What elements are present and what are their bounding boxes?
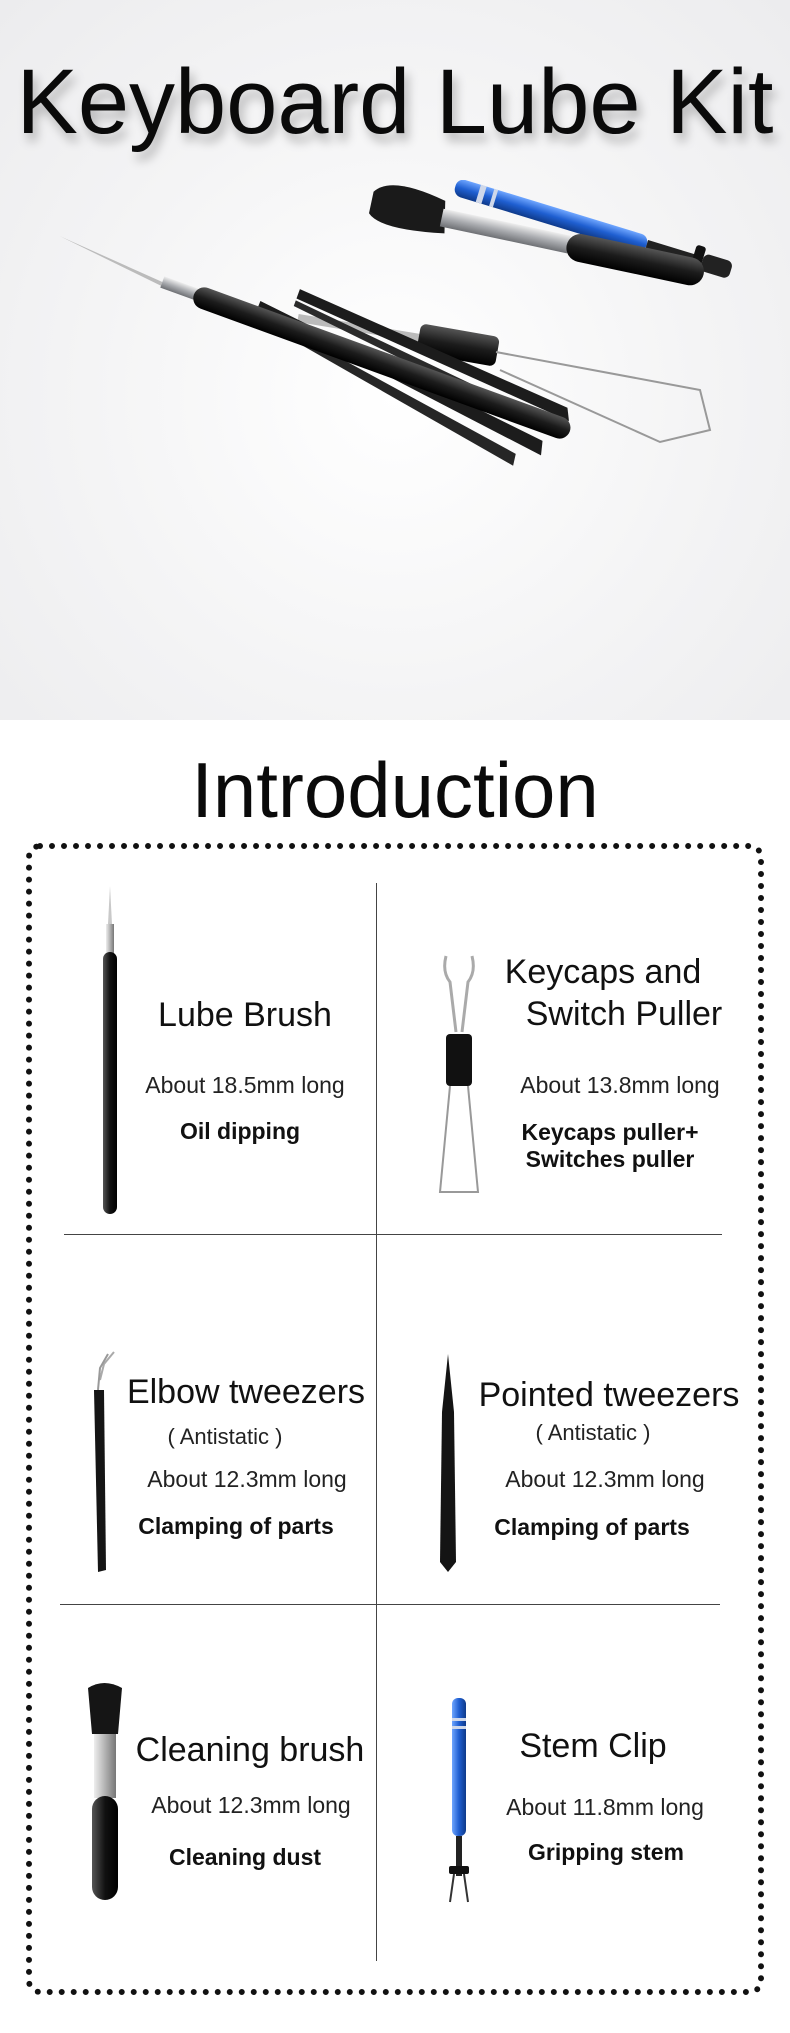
keycap-puller-icon	[434, 952, 484, 1204]
panel-divider-row1	[64, 1234, 722, 1235]
hero-title: Keyboard Lube Kit	[16, 51, 774, 153]
item-name-line2: Switch Puller	[525, 995, 723, 1033]
pointed-tweezers-icon	[430, 1352, 466, 1574]
item-name: Stem Clip	[519, 1727, 667, 1765]
panel-divider-vertical	[376, 883, 377, 1961]
item-name: Pointed tweezers	[478, 1376, 740, 1414]
item-use-line1: Keycaps puller+	[521, 1119, 699, 1145]
item-use-line2: Switches puller	[525, 1146, 695, 1172]
item-name-line1: Keycaps and	[504, 953, 702, 991]
item-length: About 18.5mm long	[145, 1072, 345, 1098]
item-use: Oil dipping	[179, 1118, 301, 1144]
cleaning-brush-icon	[367, 180, 708, 292]
hero-product-image	[0, 180, 790, 600]
item-use: Clamping of parts	[494, 1514, 690, 1540]
item-use: Cleaning dust	[168, 1844, 322, 1870]
item-length: About 12.3mm long	[147, 1466, 347, 1492]
cleaning-brush-icon	[80, 1680, 130, 1904]
item-use: Clamping of parts	[138, 1513, 334, 1539]
hero-banner	[0, 0, 790, 720]
item-name: Elbow tweezers	[126, 1373, 366, 1411]
item-name: Cleaning brush	[135, 1731, 365, 1769]
item-use: Gripping stem	[528, 1839, 684, 1865]
panel-divider-row2	[60, 1604, 720, 1605]
item-length: About 12.3mm long	[505, 1466, 705, 1492]
lube-brush-icon	[90, 884, 130, 1214]
item-length: About 12.3mm long	[151, 1792, 351, 1818]
intro-title: Introduction	[191, 746, 599, 834]
stem-clip-icon	[444, 1696, 474, 1906]
item-name: Lube Brush	[158, 996, 332, 1034]
item-note: ( Antistatic )	[167, 1424, 283, 1449]
item-length: About 13.8mm long	[520, 1072, 720, 1098]
item-length: About 11.8mm long	[506, 1794, 704, 1820]
item-note: ( Antistatic )	[535, 1420, 651, 1445]
